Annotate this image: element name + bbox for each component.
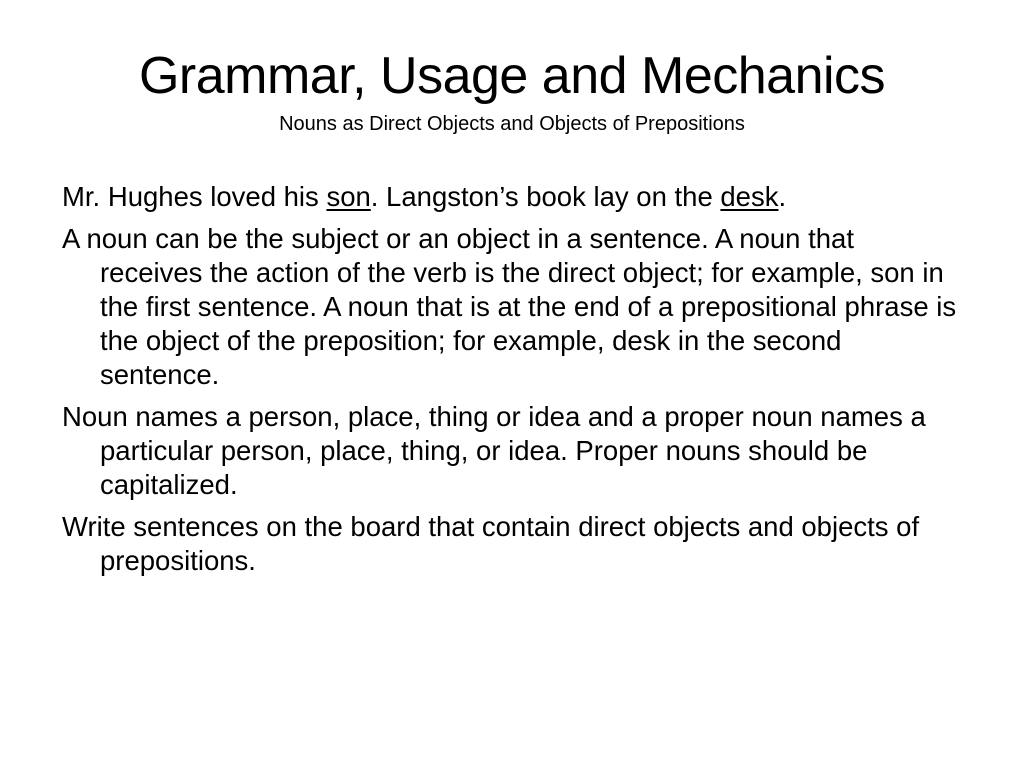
underlined-word-desk: desk [720,181,779,212]
paragraph-instruction: Write sentences on the board that contain direct objects and objects of prepositions. [62,511,920,576]
example-text-3: . [778,181,787,212]
slide-title: Grammar, Usage and Mechanics [138,47,886,105]
slide-subtitle: Nouns as Direct Objects and Objects of Prepositions [279,113,745,135]
example-text-1: Mr. Hughes loved his [62,181,327,212]
underlined-word-son: son [326,181,371,212]
slide-body [62,180,962,586]
paragraph-direct-object: A noun can be the subject or an object in a sentence. A noun that receives the action of the verb is the direct object; for example, son in the first sentence. A noun that is at the end of a prepositional phrase is the object of the preposition; for example, desk in the second sentence. [62,223,957,390]
example-text-2: . Langston’s book lay on the [370,181,721,212]
example-sentences [62,180,962,214]
paragraph-proper-noun: Noun names a person, place, thing or idea and a proper noun names a particular person, place, thing, or idea. Proper nouns should be capitalized. [62,401,926,500]
title-area [40,44,984,138]
